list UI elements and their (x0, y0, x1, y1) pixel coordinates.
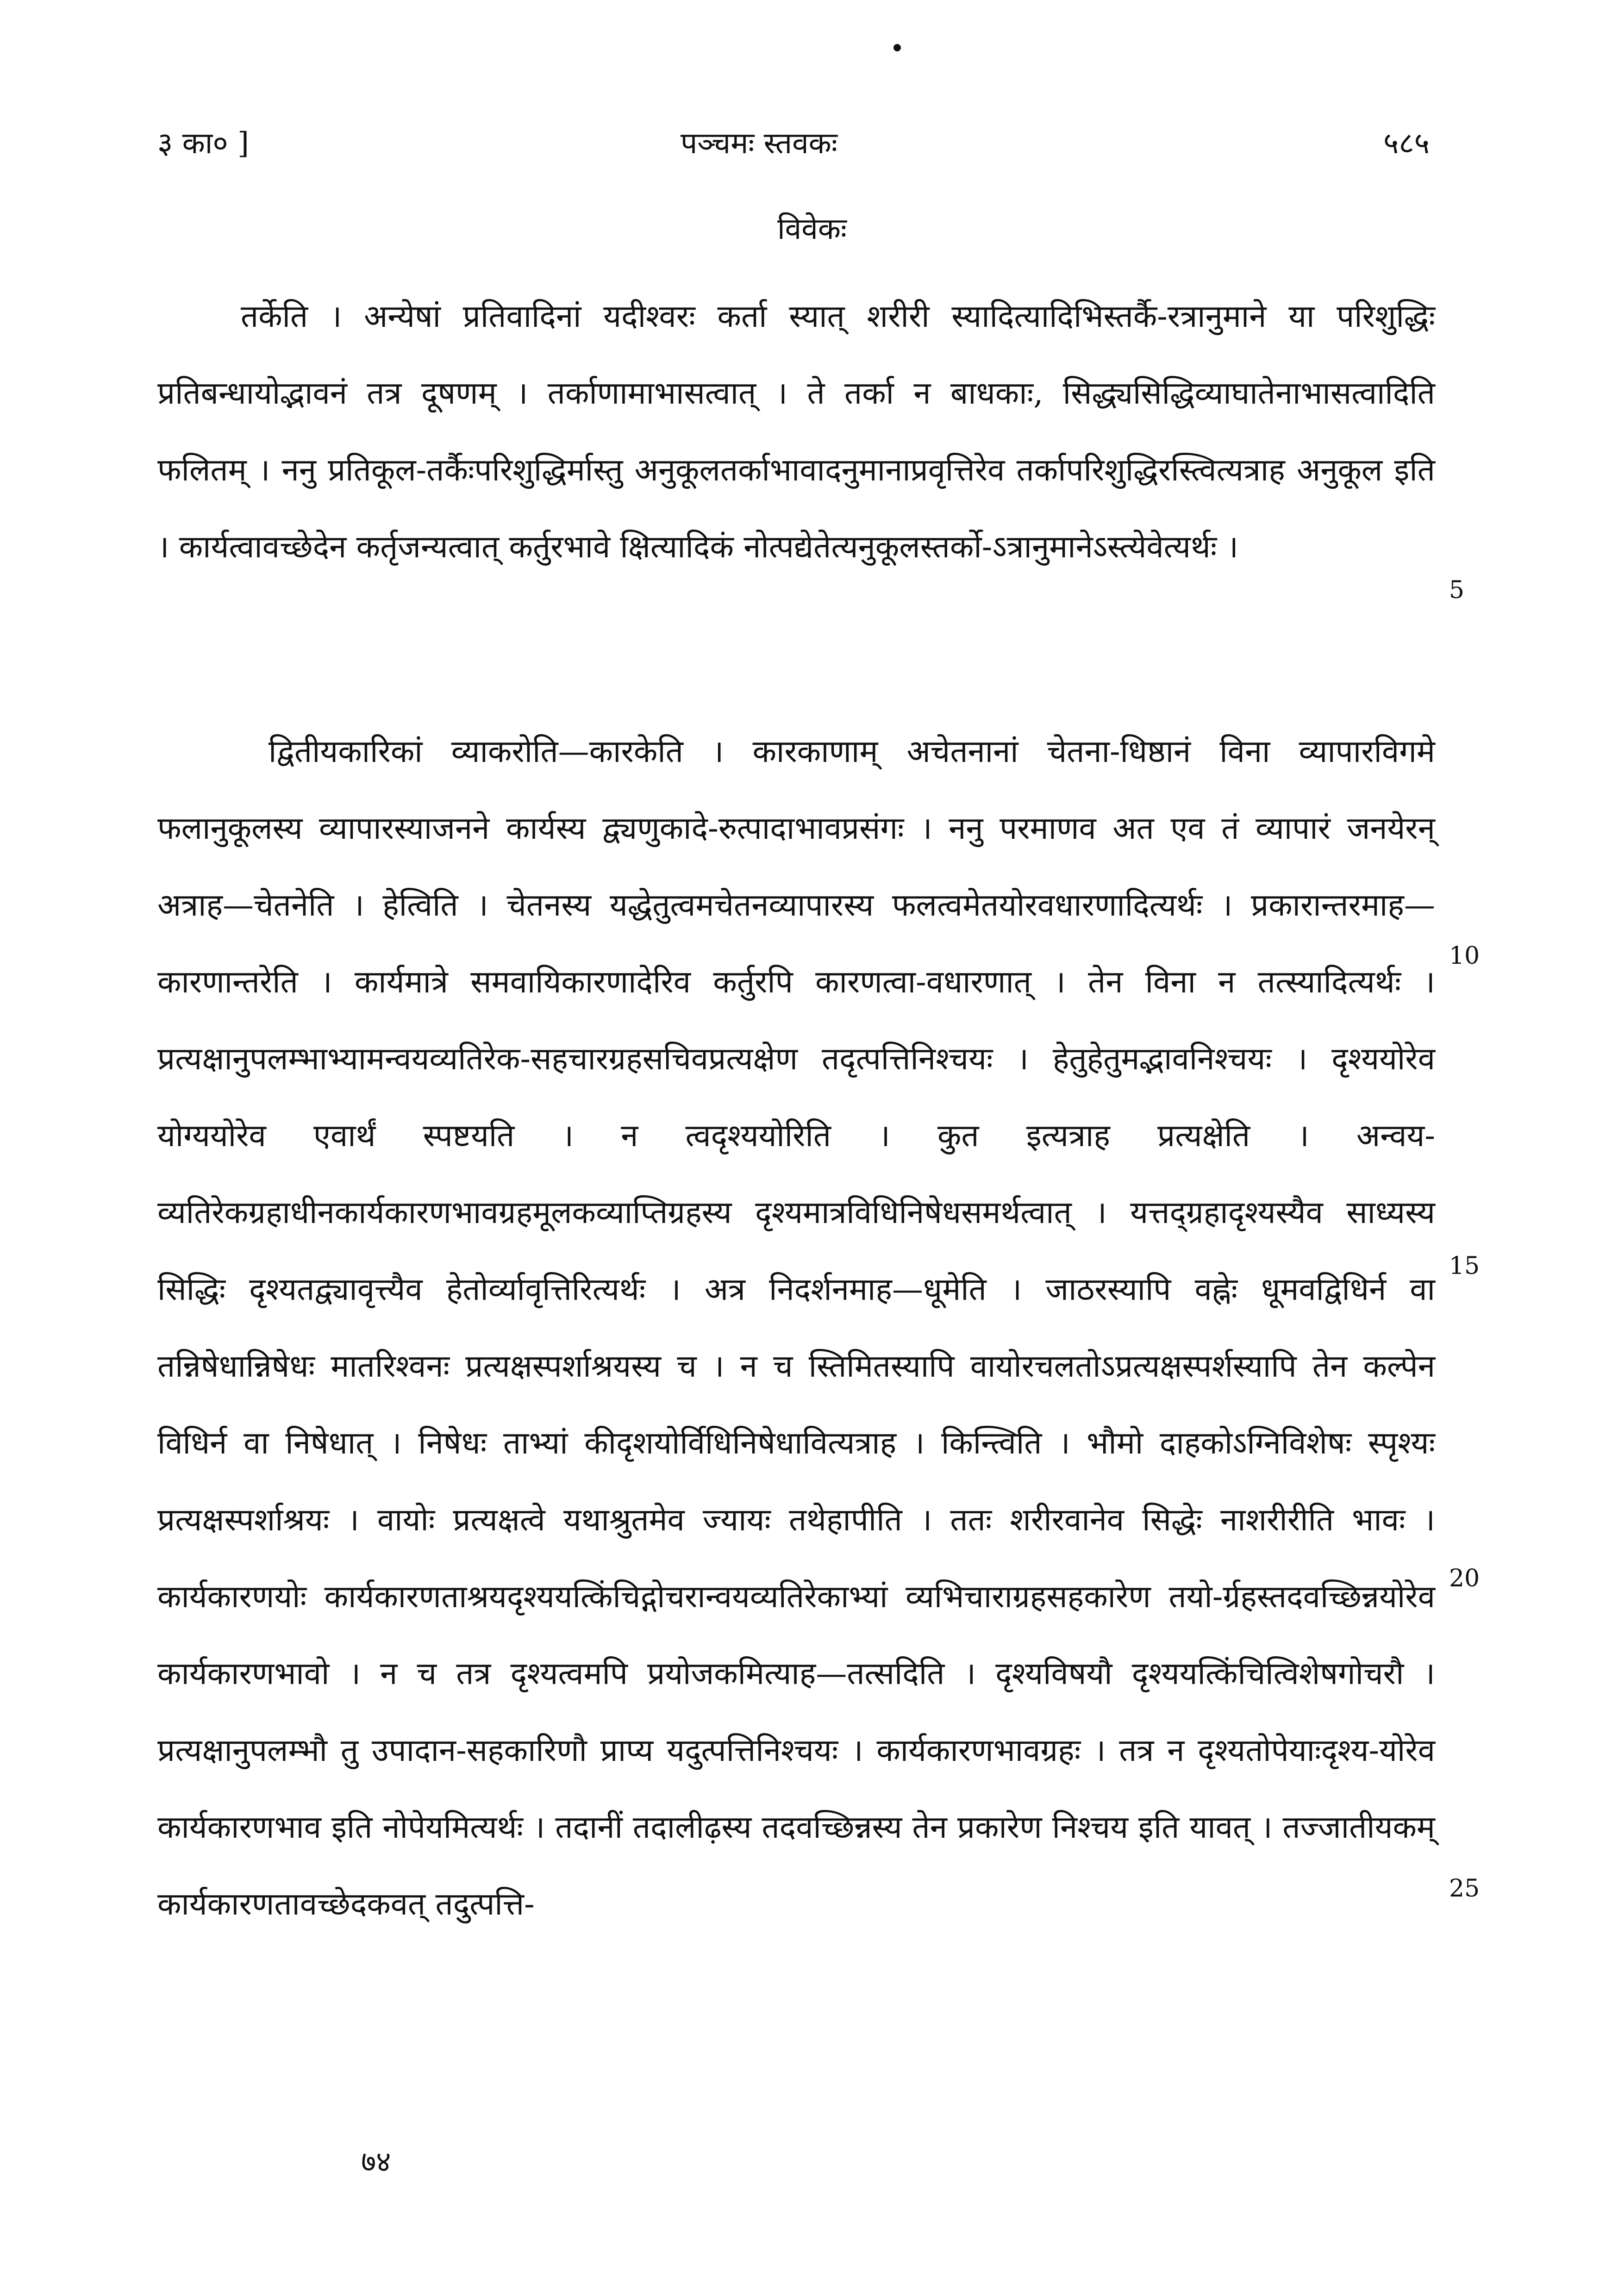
footer-signature-mark: ७४ (361, 2145, 391, 2178)
header-page-number: ५८५ (1383, 126, 1430, 161)
running-header (157, 118, 1430, 169)
line-number: 10 (1449, 942, 1480, 970)
line-number-margin (1449, 0, 1514, 2271)
ink-dot (893, 44, 901, 51)
line-number: 5 (1449, 576, 1465, 604)
header-section-ref: ३ का० ] (157, 126, 249, 161)
line-number: 25 (1449, 1875, 1480, 1903)
header-chapter-title: पञ्चमः स्तवकः (681, 126, 837, 161)
paragraph-1: तर्केति । अन्येषां प्रतिवादिनां यदीश्वरः कर्ता स्यात् शरीरी स्यादित्यादिभिस्तर्कै-रत्रानुमाने या परिशुद्धिः प्रतिबन्धायोद्भावनं तत्र दूषणम् । तर्काणामाभासत्वात् । ते तर्का न बाधकाः, सिद्ध्यसिद्धिव्याघातेनाभासत्वादिति फलितम् । ननु प्रतिकूल-तर्कैःपरिशुद्धिर्मास्तु अनुकूलतर्काभावादनुमानाप्रवृत्तिरेव तर्कापरिशुद्धिरस्त्वित्यत्राह अनुकूल इति । कार्यत्वावच्छेदेन कर्तृजन्यत्वात् कर्तुरभावे क्षित्यादिकं नोत्पद्येतेत्यनुकूलस्तर्को-ऽत्रानुमानेऽस्त्येवेत्यर्थः । (157, 298, 1435, 565)
commentary-heading: विवेकः (777, 212, 847, 246)
line-number: 20 (1449, 1565, 1480, 1592)
paragraph-2: द्वितीयकारिकां व्याकरोति—कारकेति । कारकाणाम् अचेतनानां चेतना-धिष्ठानं विना व्यापारविगमे फलानुकूलस्य व्यापारस्याजनने कार्यस्य द्व्यणुकादे-रुत्पादाभावप्रसंगः । ननु परमाणव अत एव तं व्यापारं जनयेरन् अत्राह—चेतनेति । हेत्विति । चेतनस्य यद्धेतुत्वमचेतनव्यापारस्य फलत्वमेतयोरवधारणादित्यर्थः । प्रकारान्तरमाह—कारणान्तरेति । कार्यमात्रे समवायिकारणादेरिव कर्तुरपि कारणत्वा-वधारणात् । तेन विना न तत्स्यादित्यर्थः । प्रत्यक्षानुपलम्भाभ्यामन्वयव्यतिरेक-सहचारग्रहसचिवप्रत्यक्षेण तदृत्पत्तिनिश्चयः । हेतुहेतुमद्भावनिश्चयः । दृश्ययोरेव योग्ययोरेव एवार्थं स्पष्टयति । न त्वदृश्ययोरिति । कुत इत्यत्राह प्रत्यक्षेति । अन्वय-व्यतिरेकग्रहाधीनकार्यकारणभावग्रहमूलकव्याप्तिग्रहस्य दृश्यमात्रविधिनिषेधसमर्थत्वात् । यत्तद्ग्रहादृश्यस्यैव साध्यस्य सिद्धिः दृश्यतद्व्यावृत्त्यैव हेतोर्व्यावृत्तिरित्यर्थः । अत्र निदर्शनमाह—धूमेति । जाठरस्यापि वह्नेः धूमवद्विधिर्न वा तन्निषेधान्निषेधः मातरिश्वनः प्रत्यक्षस्पर्शाश्रयस्य च । न च स्तिमितस्यापि वायोरचलतोऽप्रत्यक्षस्पर्शस्यापि तेन कल्पेन विधिर्न वा निषेधात् । निषेधः ताभ्यां कीदृशयोर्विधिनिषेधावित्यत्राह । किन्त्विति । भौमो दाहकोऽग्निविशेषः स्पृश्यः प्रत्यक्षस्पर्शाश्रयः । वायोः प्रत्यक्षत्वे यथाश्रुतमेव ज्यायः तथेहापीति । ततः शरीरवानेव सिद्धेः नाशरीरीति भावः । कार्यकारणयोः कार्यकारणताश्रयदृश्ययत्किंचिद्गोचरान्वयव्यतिरेकाभ्यां व्यभिचाराग्रहसहकारेण तयो-र्ग्रहस्तदवच्छिन्नयोरेव कार्यकारणभावो । न च तत्र दृश्यत्वमपि प्रयोजकमित्याह—तत्सदिति । दृश्यविषयौ दृश्ययत्किंचित्विशेषगोचरौ । प्रत्यक्षानुपलम्भौ तु उपादान-सहकारिणौ प्राप्य यदुत्पत्तिनिश्चयः । कार्यकारणभावग्रहः । तत्र न दृश्यतोपेयाःदृश्य-योरेव कार्यकारणभाव इति नोपेयमित्यर्थः । तदानीं तदालीढ़स्य तदवच्छिन्नस्य तेन प्रकारेण निश्चय इति यावत् । तज्जातीयकम् कार्यकारणतावच्छेदकवत् तदुत्पत्ति- (157, 733, 1435, 1922)
line-number: 15 (1449, 1252, 1480, 1280)
